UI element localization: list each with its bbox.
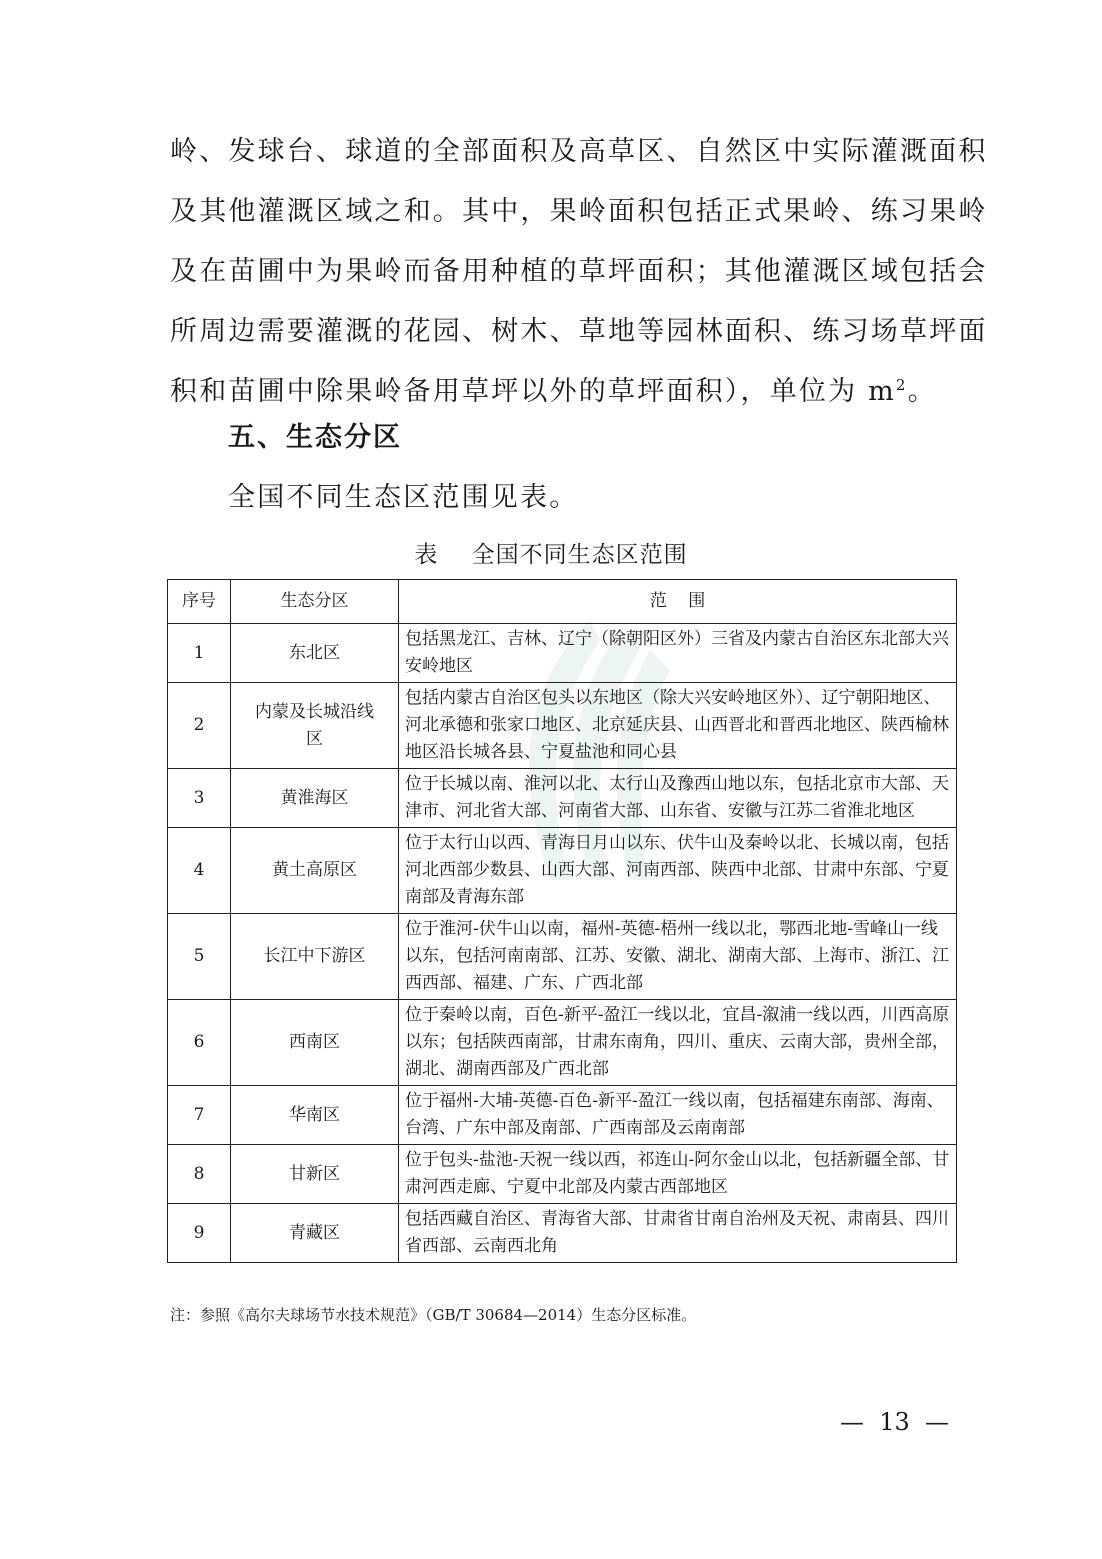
- row-no: 1: [168, 624, 231, 683]
- table-row: [168, 624, 957, 683]
- paragraph-line-5: [170, 372, 937, 412]
- row-zone: [231, 769, 399, 828]
- row-range: 位于秦岭以南，百色-新平-盈江一线以北，宜昌-溆浦一线以西，川西高原以东；包括陕西南部，甘肃东南角，四川、重庆、云南大部，贵州全部，湖北、湖南西部及广西北部: [399, 1000, 957, 1086]
- row-zone: [231, 624, 399, 683]
- table-row: [168, 828, 957, 914]
- table-row: [168, 1000, 957, 1086]
- row-zone-text: 甘新区: [289, 1163, 340, 1184]
- table-row: [168, 1204, 957, 1263]
- table-row: [168, 683, 957, 769]
- table-header-row: [168, 580, 957, 624]
- row-no: 2: [168, 683, 231, 769]
- row-zone-text: 内蒙及长城沿线区: [255, 701, 374, 749]
- row-zone-text: 黄土高原区: [272, 860, 357, 880]
- row-no: 4: [168, 828, 231, 914]
- row-range: 位于太行山以西、青海日月山以东、伏牛山及秦岭以北、长城以南，包括河北西部少数县、山西大部、河南西部、陕西中北部、甘肃中东部、宁夏南部及青海东部: [399, 828, 957, 914]
- row-no: 9: [168, 1204, 231, 1263]
- row-zone: [231, 1086, 399, 1145]
- paragraph-line-5-end: 。: [907, 376, 937, 407]
- table-row: [168, 769, 957, 828]
- row-range: 包括内蒙古自治区包头以东地区（除大兴安岭地区外）、辽宁朝阳地区、河北承德和张家口地区、北京延庆县、山西晋北和晋西北地区、陕西榆林地区沿长城各县、宁夏盐池和同心县: [399, 683, 957, 769]
- row-zone: [231, 1000, 399, 1086]
- row-zone-text: 西南区: [289, 1032, 340, 1052]
- row-range: 包括西藏自治区、青海省大部、甘肃省甘南自治州及天祝、肃南县、四川省西部、云南西北角: [399, 1204, 957, 1263]
- row-zone: [231, 683, 399, 769]
- row-zone-text: 青藏区: [289, 1222, 340, 1243]
- paragraph-line-1: 岭、发球台、球道的全部面积及高草区、自然区中实际灌溉面积: [170, 136, 988, 167]
- row-zone-text: 长江中下游区: [263, 946, 366, 966]
- row-zone: [231, 828, 399, 914]
- table-title: 表 全国不同生态区范围: [414, 542, 688, 568]
- row-zone: [231, 1204, 399, 1263]
- paragraph-line-2: 及其他灌溉区域之和。其中，果岭面积包括正式果岭、练习果岭: [170, 196, 988, 227]
- table-row: [168, 914, 957, 1000]
- table-row: [168, 1145, 957, 1204]
- row-no: 5: [168, 914, 231, 1000]
- row-zone-text: 黄淮海区: [280, 787, 349, 808]
- row-no: 3: [168, 769, 231, 828]
- header-range: 范 围: [399, 580, 957, 624]
- row-zone: [231, 1145, 399, 1204]
- header-no: 序号: [168, 580, 231, 624]
- eco-zone-table: [167, 579, 957, 1263]
- row-zone-text: 东北区: [289, 642, 340, 663]
- row-range: 位于包头-盐池-天祝一线以西，祁连山-阿尔金山以北，包括新疆全部、甘肃河西走廊、宁夏中北部及内蒙古西部地区: [399, 1145, 957, 1204]
- paragraph-line-3: 及在苗圃中为果岭而备用种植的草坪面积；其他灌溉区域包括会: [170, 256, 988, 287]
- paragraph-line-4: 所周边需要灌溉的花园、树木、草地等园林面积、练习场草坪面: [170, 316, 988, 347]
- section-heading: 五、生态分区: [228, 422, 402, 453]
- row-range: 包括黑龙江、吉林、辽宁（除朝阳区外）三省及内蒙古自治区东北部大兴安岭地区: [399, 624, 957, 683]
- row-no: 7: [168, 1086, 231, 1145]
- row-no: 6: [168, 1000, 231, 1086]
- row-range: 位于淮河-伏牛山以南，福州-英德-梧州一线以北，鄂西北地-雪峰山一线以东，包括河南南部、江苏、安徽、湖北、湖南大部、上海市、浙江、江西西部、福建、广东、广西北部: [399, 914, 957, 1000]
- row-zone: [231, 914, 399, 1000]
- intro-text: 全国不同生态区范围见表。: [228, 482, 579, 513]
- header-zone: 生态分区: [231, 580, 399, 624]
- row-zone-text: 华南区: [289, 1104, 340, 1125]
- row-no: 8: [168, 1145, 231, 1204]
- footnote: 注：参照《高尔夫球场节水技术规范》（GB/T 30684—2014）生态分区标准。: [170, 1306, 697, 1324]
- unit-superscript: 2: [895, 376, 908, 394]
- row-range: 位于福州-大埔-英德-百色-新平-盈江一线以南，包括福建东南部、海南、台湾、广东中部及南部、广西南部及云南南部: [399, 1086, 957, 1145]
- page-number: — 13 —: [840, 1408, 950, 1436]
- paragraph-line-5-text: 积和苗圃中除果岭备用草坪以外的草坪面积），单位为 m: [170, 376, 896, 407]
- row-range: 位于长城以南、淮河以北、太行山及豫西山地以东，包括北京市大部、天津市、河北省大部、河南省大部、山东省、安徽与江苏二省淮北地区: [399, 769, 957, 828]
- table-row: [168, 1086, 957, 1145]
